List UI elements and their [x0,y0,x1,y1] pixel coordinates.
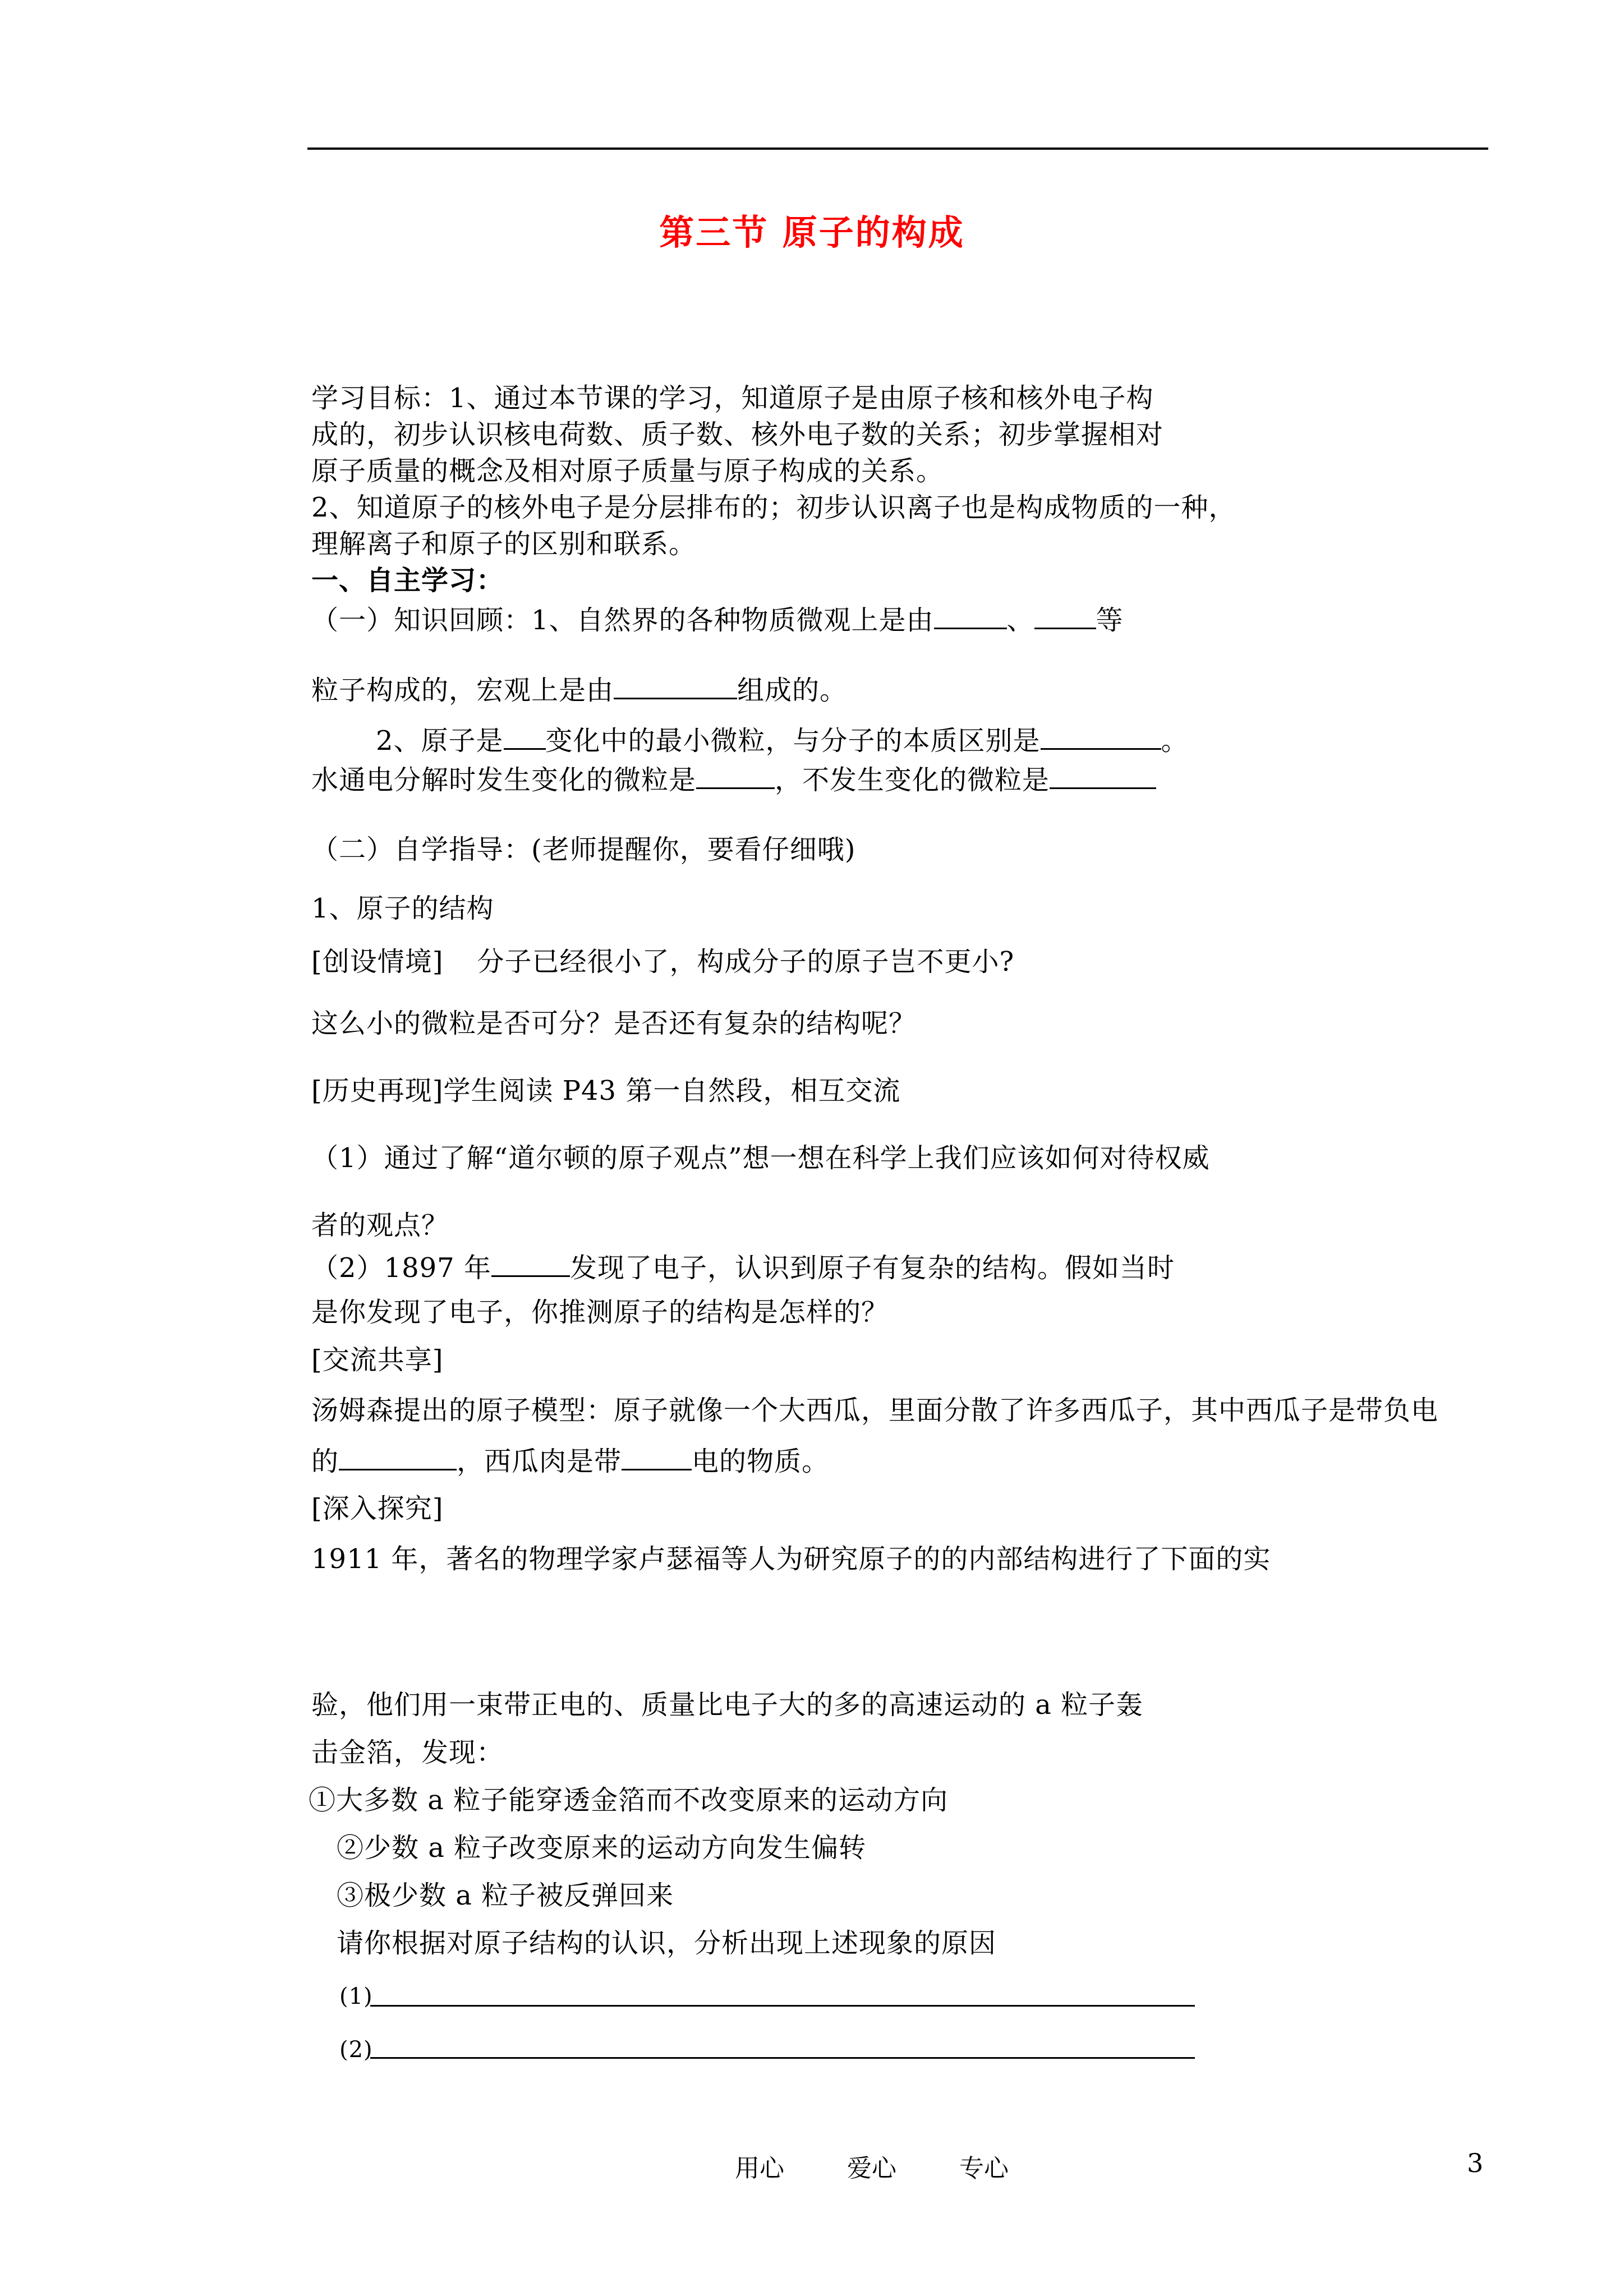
question-1-line-2: 者的观点？ [311,1210,449,1241]
observation-1: ①大多数 a 粒子能穿透金箔而不改变原来的运动方向 [309,1785,949,1816]
question-2-line-2: 是你发现了电子，你推测原子的结构是怎样的？ [311,1297,889,1328]
review-line-3 [376,723,1189,758]
footer-text-1: 用心 [735,2154,784,2183]
page-number: 3 [1467,2148,1484,2178]
review-line-2 [311,673,847,707]
explore-heading: [深入探究] [311,1493,444,1524]
blank-field[interactable] [1041,723,1161,750]
blank-field[interactable] [696,763,775,789]
guide-heading: （二）自学指导：(老师提醒你，要看仔细哦) [311,834,856,865]
review-text: 水通电分解时发生变化的微粒是 [311,764,697,796]
analysis-prompt: 请你根据对原子结构的认识，分析出现上述现象的原因 [337,1928,997,1959]
objectives-line-2: 成的，初步认识核电荷数、质子数、核外电子数的关系；初步掌握相对 [311,419,1164,450]
answer-label-2: (2) [339,2037,373,2063]
review-text: ，不发生变化的微粒是 [775,764,1050,796]
objectives-line-4: 2、知道原子的核外电子是分层排布的；初步认识离子也是构成物质的一种， [311,492,1236,523]
review-text: 等 [1096,605,1124,636]
answer-line-1[interactable] [370,2005,1195,2007]
page-title: 第三节 原子的构成 [659,212,965,253]
review-line-1 [311,603,1124,637]
blank-field[interactable] [339,1444,457,1470]
blank-field[interactable] [491,1251,570,1277]
objectives-line-1: 学习目标：1、通过本节课的学习，知道原子是由原子核和核外电子构 [311,382,1154,414]
rutherford-line-1: 1911 年，著名的物理学家卢瑟福等人为研究原子的的内部结构进行了下面的实 [311,1543,1271,1575]
share-heading: [交流共享] [311,1344,444,1376]
blank-field[interactable] [614,673,737,699]
answer-label-1: (1) [339,1984,373,2009]
observation-3: ③极少数 a 粒子被反弹回来 [337,1880,674,1911]
scenario-line-2: 这么小的微粒是否可分？是否还有复杂的结构呢？ [311,1008,917,1039]
review-text: 变化中的最小微粒，与分子的本质区别是 [545,725,1041,757]
rutherford-line-2: 验，他们用一束带正电的、质量比电子大的多的高速运动的 a 粒子轰 [311,1689,1144,1721]
question-1-line-1: （1）通过了解“道尔顿的原子观点”想一想在科学上我们应该如何对待权威 [311,1142,1210,1174]
blank-field[interactable] [1050,763,1156,789]
thomson-text: 的 [311,1446,339,1477]
blank-field[interactable] [1034,603,1096,629]
footer-text-3: 专心 [959,2154,1009,2183]
thomson-line-2 [311,1444,829,1478]
blank-field[interactable] [934,603,1007,629]
scenario-tag: [创设情境] [311,946,444,978]
review-text: 粒子构成的，宏观上是由 [311,675,614,706]
review-text: （一）知识回顾：1、自然界的各种物质微观上是由 [311,605,934,636]
review-text: 2、原子是 [376,725,504,757]
review-text: 。 [1161,725,1189,757]
structure-title: 1、原子的结构 [311,893,494,924]
thomson-text: 电的物质。 [692,1446,830,1477]
rutherford-line-3: 击金箔，发现： [311,1737,504,1768]
history-line: [历史再现]学生阅读 P43 第一自然段，相互交流 [311,1075,901,1106]
footer-text-2: 爱心 [847,2154,896,2183]
scenario-line [311,945,1014,979]
separator: 、 [1006,605,1034,636]
header-rule [307,147,1488,150]
objectives-line-5: 理解离子和原子的区别和联系。 [311,528,697,560]
question-2-line-1 [311,1251,1175,1285]
observation-2: ②少数 a 粒子改变原来的运动方向发生偏转 [337,1832,867,1864]
thomson-line-1: 汤姆森提出的原子模型：原子就像一个大西瓜，里面分散了许多西瓜子，其中西瓜子是带负电 [311,1395,1439,1426]
thomson-text: ，西瓜肉是带 [457,1446,622,1477]
review-line-4 [311,763,1156,797]
objectives-line-3: 原子质量的概念及相对原子质量与原子构成的关系。 [311,455,944,487]
section-heading: 一、自主学习： [311,565,504,596]
question-text: 发现了电子，认识到原子有复杂的结构。假如当时 [569,1252,1175,1284]
blank-field[interactable] [504,723,546,750]
blank-field[interactable] [622,1444,692,1470]
scenario-text: 分子已经很小了，构成分子的原子岂不更小? [477,946,1015,978]
question-text: （2）1897 年 [311,1252,491,1284]
review-text: 组成的。 [737,675,848,706]
answer-line-2[interactable] [370,2057,1195,2059]
